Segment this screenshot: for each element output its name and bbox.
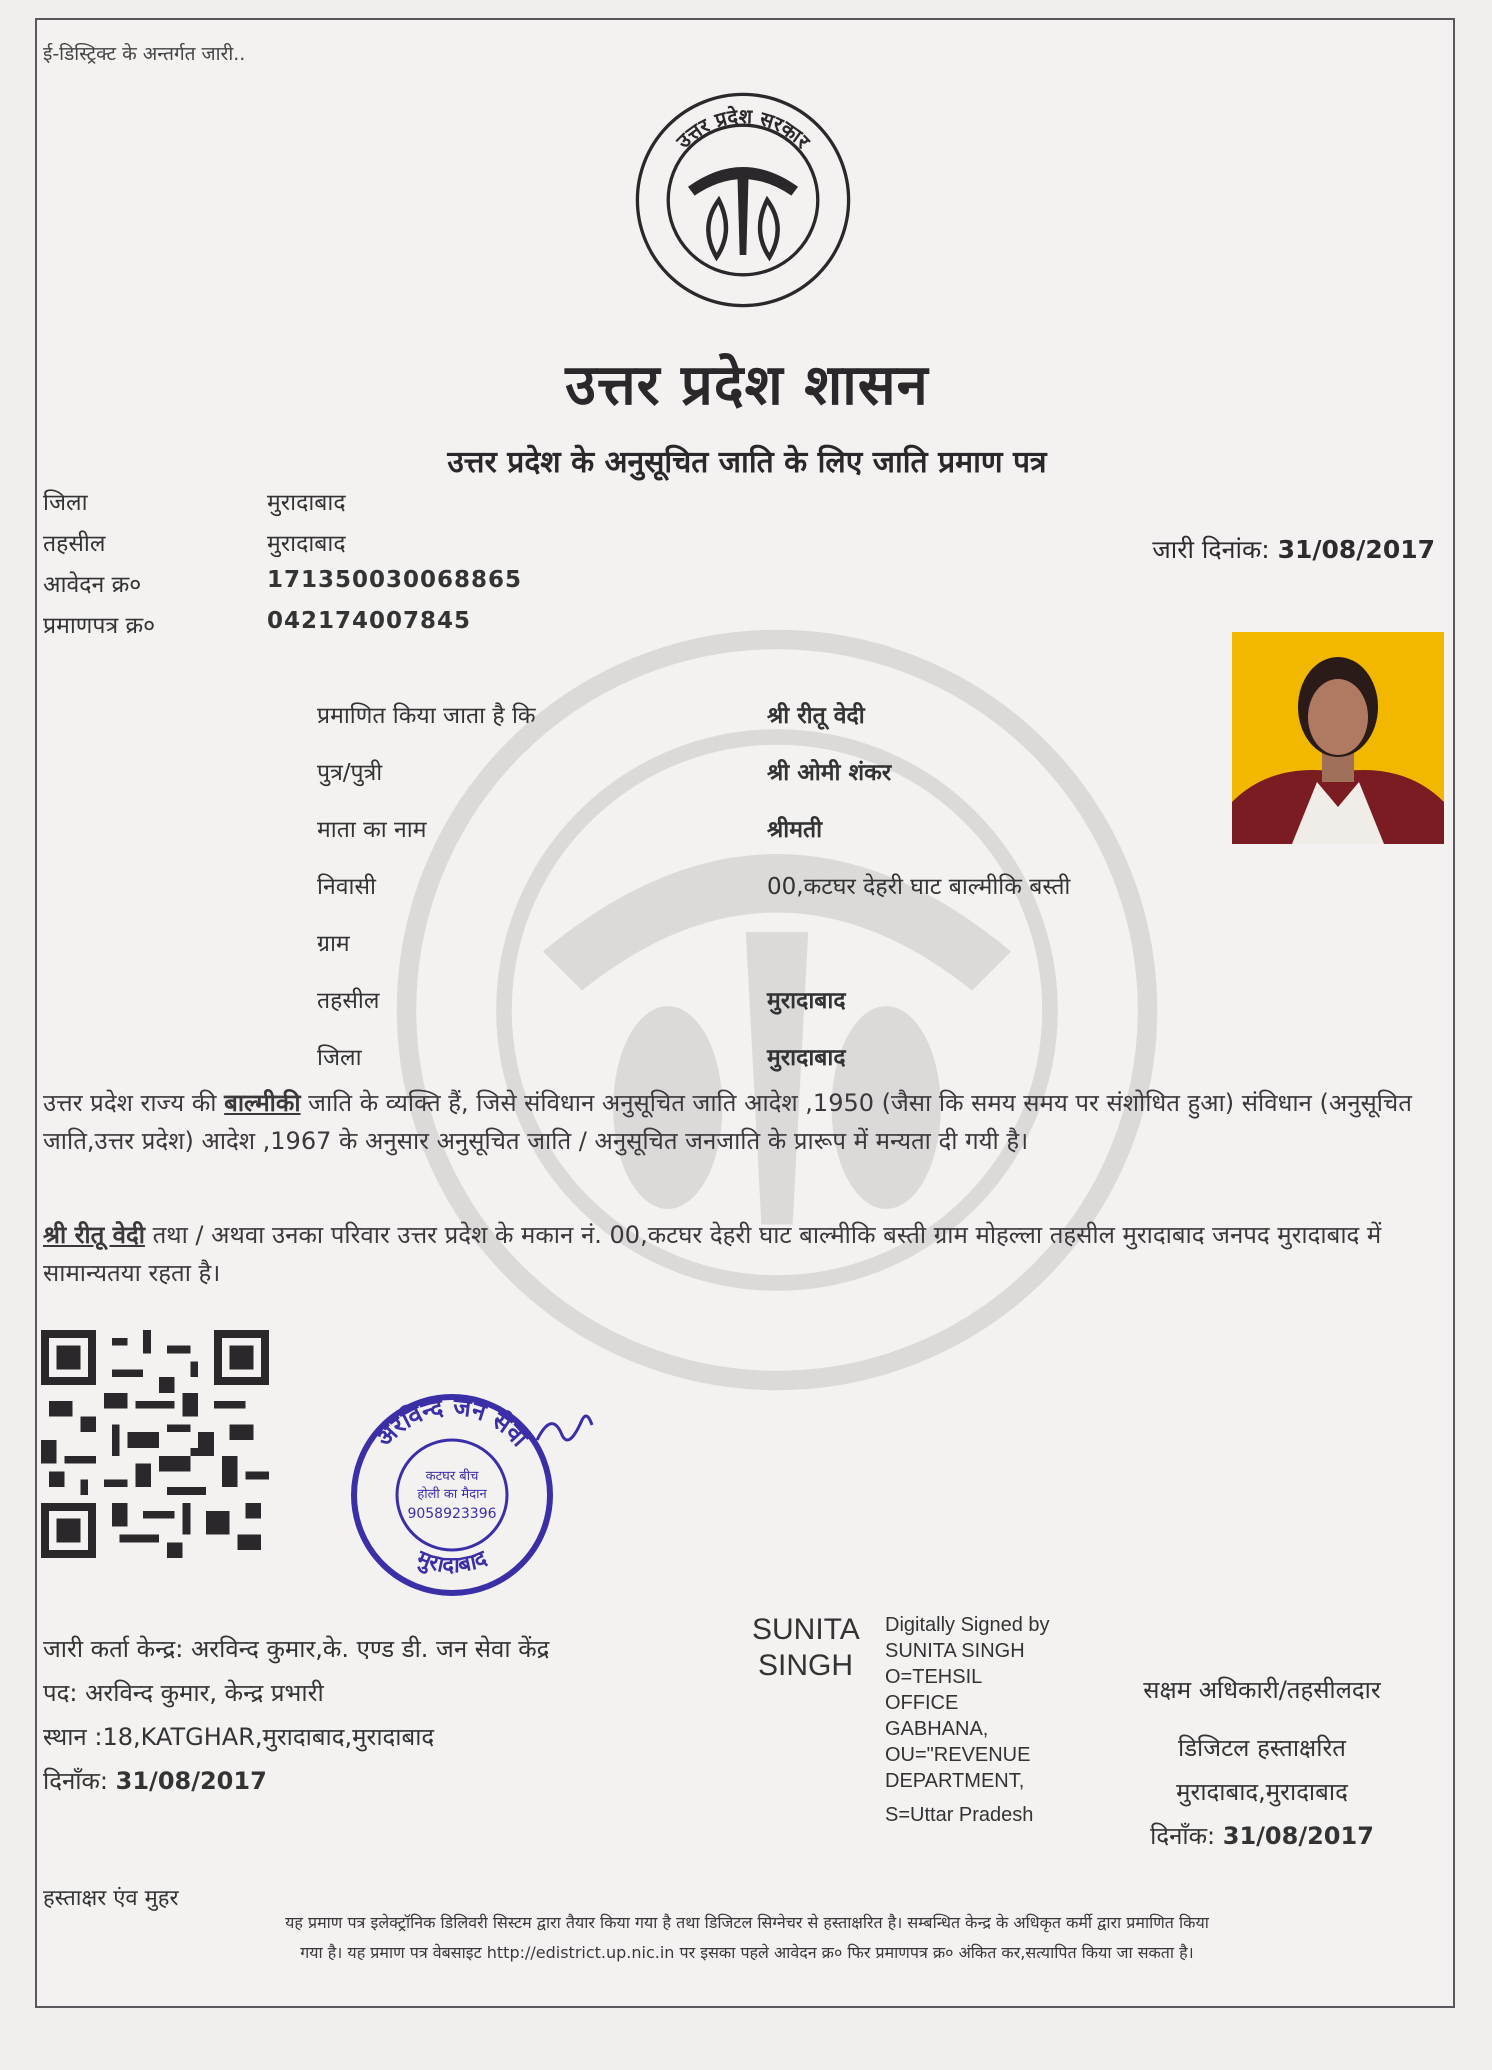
dsig-line: OFFICE (885, 1692, 959, 1714)
certificate-subtitle: उत्तर प्रदेश के अनुसूचित जाति के लिए जाति प्रमाण पत्र (447, 445, 1047, 480)
service-center-seal (337, 1380, 597, 1600)
seal-phone: 9058923396 (407, 1506, 497, 1522)
issue-date (1152, 532, 1435, 566)
meta-value-application-no: 171350030068865 (267, 567, 523, 593)
detail-value-district: मुरादाबाद (767, 1045, 846, 1071)
header-note: ई-डिस्ट्रिक्ट के अन्तर्गत जारी.. (43, 43, 246, 65)
signer-name-line1: SUNITA (752, 1613, 860, 1646)
detail-label-resident: निवासी (317, 874, 376, 900)
detail-value-tehsil: मुरादाबाद (767, 988, 846, 1014)
dsig-line: SUNITA SINGH (885, 1640, 1025, 1662)
issuer-date-label: दिनाँक: (43, 1767, 109, 1795)
detail-value-father: श्री ओमी शंकर (767, 760, 892, 786)
issue-date-label: जारी दिनांक: (1152, 535, 1270, 564)
dsig-line: O=TEHSIL (885, 1666, 983, 1688)
meta-value-district: मुरादाबाद (267, 490, 346, 516)
meta-value-tehsil: मुरादाबाद (267, 531, 346, 557)
applicant-photo (1232, 632, 1444, 844)
residence-statement-rest: तथा / अथवा उनका परिवार उत्तर प्रदेश के मकान नं. 00,कटघर देहरी घाट बाल्मीकि बस्ती ग्राम मोहल्ला तहसील मुरादाबाद जनपद मुरादाबाद में सामान्यतया रहता है। (43, 1221, 1382, 1287)
seal-inner-line2: होली का मैदान (417, 1487, 487, 1502)
residence-statement (43, 1216, 1443, 1292)
officer-place: मुरादाबाद,मुरादाबाद (1176, 1778, 1348, 1806)
detail-label-village: ग्राम (317, 931, 350, 957)
digital-signature-block (885, 1612, 1050, 1828)
certificate-title: उत्तर प्रदेश शासन (565, 353, 929, 418)
signer-name-line2: SINGH (758, 1649, 854, 1682)
meta-label-application-no: आवेदन क्र० (43, 572, 142, 598)
dsig-line: DEPARTMENT, (885, 1770, 1025, 1792)
officer-digitally-signed: डिजिटल हस्ताक्षरित (1178, 1734, 1346, 1762)
certificate-page (35, 18, 1455, 2008)
footer-line-2: गया है। यह प्रमाण पत्र वेबसाइट http://edistrict.up.nic.in पर इसका पहले आवेदन क्र० फिर प्रमाणपत्र क्र० अंकित कर,सत्यापित किया जा सकता है। (300, 1943, 1194, 1962)
footer-line-1: यह प्रमाण पत्र इलेक्ट्रॉनिक डिलिवरी सिस्टम द्वारा तैयार किया गया है तथा डिजिटल सिग्नेचर से हस्ताक्षरित है। सम्बन्धित केन्द्र के अधिकृत कर्मी द्वारा प्रमाणित किया (285, 1913, 1209, 1932)
meta-value-certificate-no: 042174007845 (267, 608, 472, 634)
issuer-date (43, 1764, 267, 1797)
issuer-place: स्थान :18,KATGHAR,मुरादाबाद,मुरादाबाद (43, 1723, 435, 1751)
detail-label-son-daughter: पुत्र/पुत्री (317, 760, 383, 786)
caste-statement (43, 1084, 1443, 1160)
svg-text:अरविन्द जन सेवा (370, 1393, 534, 1453)
seal-inner-line1: कटघर बीच (425, 1469, 479, 1484)
detail-value-mother: श्रीमती (767, 817, 823, 843)
detail-label-district: जिला (317, 1045, 362, 1071)
emblem-ring-text: उत्तर प्रदेश सरकार (671, 104, 815, 153)
seal-bottom-text: मुरादाबाद (413, 1546, 491, 1579)
dsig-line: GABHANA, (885, 1718, 989, 1740)
issuer-center: जारी कर्ता केन्द्र: अरविन्द कुमार,के. एण्ड डी. जन सेवा केंद्र (43, 1635, 550, 1663)
qr-code-icon (41, 1330, 269, 1558)
dsig-line: OU="REVENUE (885, 1744, 1031, 1766)
signer-name (752, 1612, 860, 1684)
meta-label-tehsil: तहसील (43, 531, 106, 557)
caste-name: बाल्मीकी (224, 1089, 301, 1117)
detail-label-tehsil: तहसील (317, 988, 380, 1014)
meta-label-certificate-no: प्रमाणपत्र क्र० (43, 613, 156, 639)
issuer-designation: पद: अरविन्द कुमार, केन्द्र प्रभारी (43, 1679, 324, 1707)
dsig-line: Digitally Signed by (885, 1614, 1050, 1636)
officer-date (1067, 1814, 1457, 1858)
officer-title: सक्षम अधिकारी/तहसीलदार (1143, 1676, 1381, 1704)
residence-person-name: श्री रीतू वेदी (43, 1221, 145, 1249)
detail-value-resident: 00,कटघर देहरी घाट बाल्मीकि बस्ती (767, 874, 1071, 900)
detail-label-mother: माता का नाम (317, 817, 427, 843)
caste-statement-rest: जाति के व्यक्ति हैं, जिसे संविधान अनुसूचित जाति आदेश ,1950 (जैसा कि समय समय पर संशोधित हुआ) संविधान (अनुसूचित जाति,उत्तर प्रदेश) आदेश ,1967 के अनुसार अनुसूचित जाति / अनुसूचित जनजाति के प्रारूप में मन्यता दी गयी है। (43, 1089, 1412, 1155)
signature-and-seal-label: हस्ताक्षर एंव मुहर (43, 1886, 179, 1911)
detail-value-name: श्री रीतू वेदी (767, 703, 865, 729)
seal-top-text: अरविन्द जन सेवा (370, 1392, 534, 1453)
officer-date-value: 31/08/2017 (1222, 1822, 1374, 1850)
caste-statement-start: उत्तर प्रदेश राज्य की (43, 1089, 225, 1117)
issue-date-value: 31/08/2017 (1277, 535, 1435, 564)
svg-text:उत्तर प्रदेश सरकार (671, 104, 815, 154)
meta-label-district: जिला (43, 490, 88, 516)
detail-label-certified: प्रमाणित किया जाता है कि (317, 703, 536, 729)
issuer-date-value: 31/08/2017 (115, 1767, 267, 1795)
officer-block (1067, 1668, 1457, 1858)
dsig-state: S=Uttar Pradesh (885, 1804, 1034, 1826)
up-emblem-icon (633, 90, 853, 310)
officer-date-label: दिनाँक: (1150, 1822, 1216, 1850)
footer-note (67, 1908, 1427, 1968)
